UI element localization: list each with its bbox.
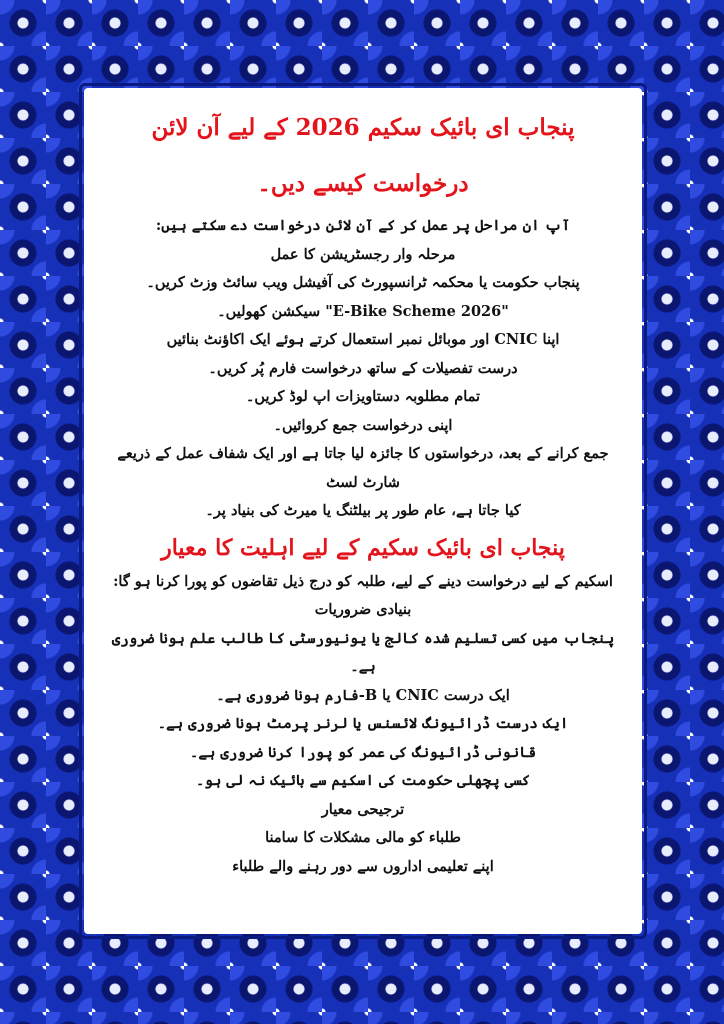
basic-requirements-heading: بنیادی ضروریات xyxy=(314,601,412,618)
section1-subheading: مرحلہ وار رجسٹریشن کا عمل xyxy=(270,245,456,263)
step-line: پنجاب حکومت یا محکمہ ٹرانسپورٹ کی آفیشل ویب سائٹ وزٹ کریں۔ xyxy=(146,274,580,291)
step-line: اپنی درخواست جمع کروائیں۔ xyxy=(273,416,453,434)
requirement-line: کسی پچھلی حکومت کی اسکیم سے بائیک نہ لی ہو۔ xyxy=(195,772,531,789)
document-title: پنجاب ای بائیک سکیم 2026 کے لیے آن لائن درخواست کیسے دیں۔ xyxy=(151,114,575,197)
preference-line: اپنے تعلیمی اداروں سے دور رہنے والے طلباء xyxy=(232,857,494,875)
step-line: اپنا CNIC اور موبائل نمبر استعمال کرتے ہوئے ایک اکاؤنٹ بنائیں xyxy=(166,331,560,348)
preference-heading: ترجیحی معیار xyxy=(321,800,405,818)
requirement-line: ایک درست ڈرائیونگ لائسنس یا لرنر پرمٹ ہونا ضروری ہے۔ xyxy=(157,715,569,732)
step-text: سیکشن کھولیں۔ xyxy=(217,302,321,320)
scheme-name: "E-Bike Scheme 2026" xyxy=(325,302,509,320)
step-line: تمام مطلوبہ دستاویزات اپ لوڈ کریں۔ xyxy=(245,388,481,405)
step-line: درست تفصیلات کے ساتھ درخواست فارم پُر کریں۔ xyxy=(208,359,518,377)
preference-line: طلباء کو مالی مشکلات کا سامنا xyxy=(265,829,461,846)
document-page xyxy=(84,88,642,934)
requirement-line: قانونی ڈرائیونگ کی عمر کو پورا کرنا ضروری ہے۔ xyxy=(189,743,537,761)
note-line: کیا جاتا ہے، عام طور پر بیلٹنگ یا میرٹ کی بنیاد پر۔ xyxy=(205,502,521,519)
requirement-line: پنجاب میں کسی تسلیم شدہ کالج یا یونیورسٹی کا طالب علم ہونا ضروری ہے۔ xyxy=(111,629,615,675)
requirement-line: ایک درست CNIC یا B-فارم ہونا ضروری ہے۔ xyxy=(216,686,510,704)
section1-intro: آپ ان مراحل پر عمل کر کے آن لائن درخواست دے سکتے ہیں: xyxy=(155,217,571,234)
eligibility-heading: پنجاب ای بائیک سکیم کے لیے اہلیت کا معیار xyxy=(161,534,565,561)
step-line-scheme xyxy=(106,298,620,327)
note-line: جمع کرانے کے بعد، درخواستوں کا جائزہ لیا جاتا ہے اور ایک شفاف عمل کے ذریعے شارٹ لسٹ xyxy=(117,445,609,491)
section2-intro: اسکیم کے لیے درخواست دینے کے لیے، طلبہ کو درج ذیل تقاضوں کو پورا کرنا ہو گا: xyxy=(113,572,613,590)
